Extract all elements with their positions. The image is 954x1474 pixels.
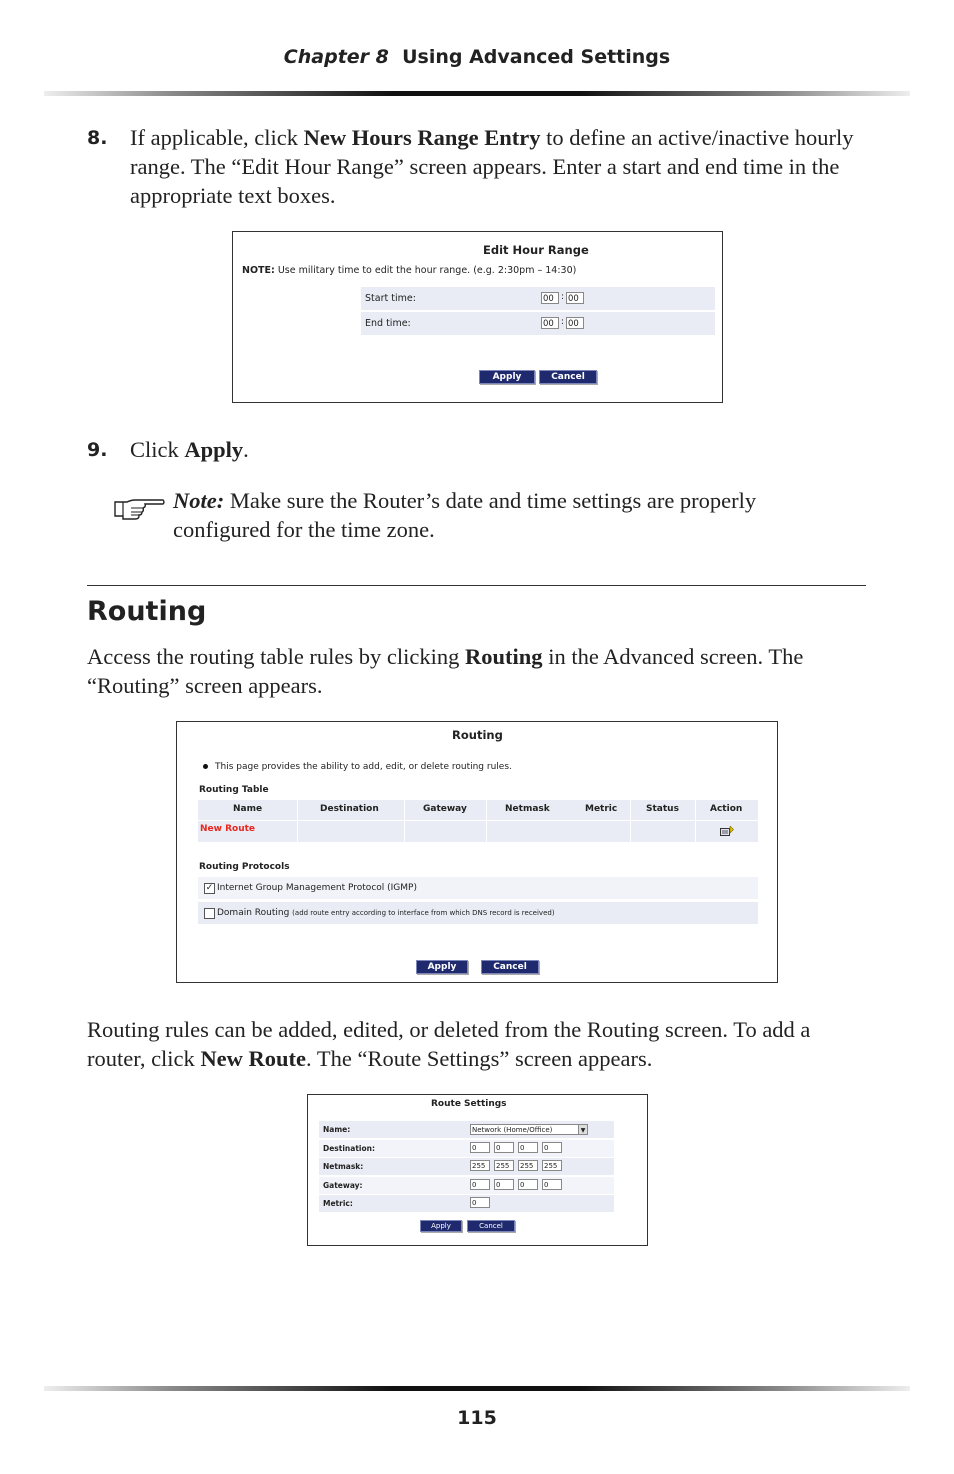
col-destination: Destination bbox=[320, 804, 379, 814]
routing-screen-title: Routing bbox=[452, 728, 503, 742]
new-hours-range-entry-ref: New Hours Range Entry bbox=[303, 125, 541, 150]
destination-octet-2[interactable]: 0 bbox=[494, 1142, 514, 1153]
igmp-label: Internet Group Management Protocol (IGMP) bbox=[217, 883, 417, 893]
new-route-ref: New Route bbox=[200, 1046, 307, 1071]
route-apply-button[interactable]: Apply bbox=[420, 1220, 462, 1232]
chapter-label: Chapter 8 bbox=[283, 46, 389, 68]
running-header bbox=[0, 46, 954, 68]
netmask-label: Netmask: bbox=[323, 1162, 364, 1171]
note-text: Note: Make sure the Router’s date and time settings are properly configured for the time zone. bbox=[173, 488, 757, 542]
col-gateway: Gateway bbox=[423, 804, 467, 814]
name-label: Name: bbox=[323, 1125, 351, 1134]
route-settings-intro-text: Routing rules can be added, edited, or deleted from the Routing screen. To add a router, click New Route. The “Route Settings” screen appears. bbox=[87, 1017, 811, 1071]
metric-label: Metric: bbox=[323, 1199, 353, 1208]
step-9-number: 9. bbox=[87, 439, 108, 461]
gateway-octet-4[interactable]: 0 bbox=[542, 1179, 562, 1190]
netmask-octet-4[interactable]: 255 bbox=[542, 1160, 562, 1171]
destination-label: Destination: bbox=[323, 1144, 375, 1153]
routing-protocols-label: Routing Protocols bbox=[199, 862, 290, 872]
domain-routing-note: (add route entry according to interface from which DNS record is received) bbox=[292, 909, 555, 917]
step-8-number: 8. bbox=[87, 127, 108, 149]
col-action: Action bbox=[710, 804, 743, 814]
routing-apply-button[interactable]: Apply bbox=[416, 960, 468, 974]
gateway-octet-3[interactable]: 0 bbox=[518, 1179, 538, 1190]
end-minute-input[interactable]: 00 bbox=[566, 317, 584, 329]
igmp-checkbox[interactable]: ✓ bbox=[205, 883, 214, 893]
start-minute-input[interactable]: 00 bbox=[566, 292, 584, 304]
step-9-text: Click Apply. bbox=[130, 437, 249, 462]
bullet-icon bbox=[203, 764, 208, 769]
netmask-octet-1[interactable]: 255 bbox=[470, 1160, 490, 1171]
domain-routing-label: Domain Routing (add route entry according to interface from which DNS record is received) bbox=[217, 908, 555, 918]
new-route-link[interactable]: New Route bbox=[200, 824, 256, 834]
military-time-note: NOTE: Use military time to edit the hour range. (e.g. 2:30pm – 14:30) bbox=[242, 265, 577, 276]
page-number: 115 bbox=[457, 1407, 497, 1429]
gateway-label: Gateway: bbox=[323, 1181, 363, 1190]
apply-ref: Apply bbox=[184, 437, 244, 462]
col-metric: Metric bbox=[585, 804, 618, 814]
pointing-hand-icon bbox=[113, 496, 165, 522]
end-time-row bbox=[361, 312, 715, 335]
destination-octet-3[interactable]: 0 bbox=[518, 1142, 538, 1153]
route-settings-title: Route Settings bbox=[431, 1099, 507, 1109]
start-time-label: Start time: bbox=[365, 293, 416, 304]
destination-octet-4[interactable]: 0 bbox=[542, 1142, 562, 1153]
add-route-icon[interactable] bbox=[720, 822, 734, 833]
cancel-button[interactable]: Cancel bbox=[539, 370, 597, 384]
col-netmask: Netmask bbox=[505, 804, 550, 814]
edit-hour-range-screenshot: Edit Hour Range NOTE: Use military time to edit the hour range. (e.g. 2:30pm – 14:30) Start time: End time: 00 : 00 00 : 00 Apply Cancel bbox=[232, 231, 723, 403]
apply-button[interactable]: Apply bbox=[479, 370, 535, 384]
col-name: Name bbox=[233, 804, 263, 814]
chevron-down-icon[interactable]: ▼ bbox=[578, 1124, 588, 1135]
end-time-label: End time: bbox=[365, 318, 411, 329]
netmask-octet-3[interactable]: 255 bbox=[518, 1160, 538, 1171]
gateway-octet-2[interactable]: 0 bbox=[494, 1179, 514, 1190]
routing-screenshot bbox=[176, 721, 778, 983]
gateway-row bbox=[319, 1177, 614, 1194]
metric-input[interactable]: 0 bbox=[470, 1197, 490, 1208]
note-label: Note: bbox=[173, 488, 225, 513]
routing-heading: Routing bbox=[87, 596, 207, 627]
routing-table-label: Routing Table bbox=[199, 785, 269, 795]
col-status: Status bbox=[646, 804, 679, 814]
route-settings-screenshot bbox=[307, 1094, 648, 1246]
routing-description: This page provides the ability to add, edit, or delete routing rules. bbox=[215, 762, 512, 772]
header-rule bbox=[44, 91, 910, 96]
routing-cancel-button[interactable]: Cancel bbox=[481, 960, 539, 974]
start-hour-input[interactable]: 00 bbox=[541, 292, 559, 304]
gateway-octet-1[interactable]: 0 bbox=[470, 1179, 490, 1190]
domain-routing-checkbox[interactable] bbox=[204, 908, 215, 919]
destination-octet-1[interactable]: 0 bbox=[470, 1142, 490, 1153]
route-cancel-button[interactable]: Cancel bbox=[467, 1220, 515, 1232]
step-8-text: If applicable, click New Hours Range Entry to define an active/inactive hourly range. The “Edit Hour Range” screen appears. Enter a start and end time in the appropriate text boxes. bbox=[130, 125, 854, 208]
routing-ref: Routing bbox=[465, 644, 543, 669]
chapter-title: Using Advanced Settings bbox=[402, 46, 671, 68]
netmask-octet-2[interactable]: 255 bbox=[494, 1160, 514, 1171]
edit-hour-range-title: Edit Hour Range bbox=[483, 243, 589, 257]
end-hour-input[interactable]: 00 bbox=[541, 317, 559, 329]
footer-rule bbox=[44, 1386, 910, 1391]
metric-row bbox=[319, 1195, 614, 1212]
name-select[interactable]: Network (Home/Office) bbox=[470, 1124, 588, 1135]
routing-intro-text: Access the routing table rules by clicking Routing in the Advanced screen. The “Routing” screen appears. bbox=[87, 644, 804, 698]
section-divider bbox=[87, 585, 866, 586]
